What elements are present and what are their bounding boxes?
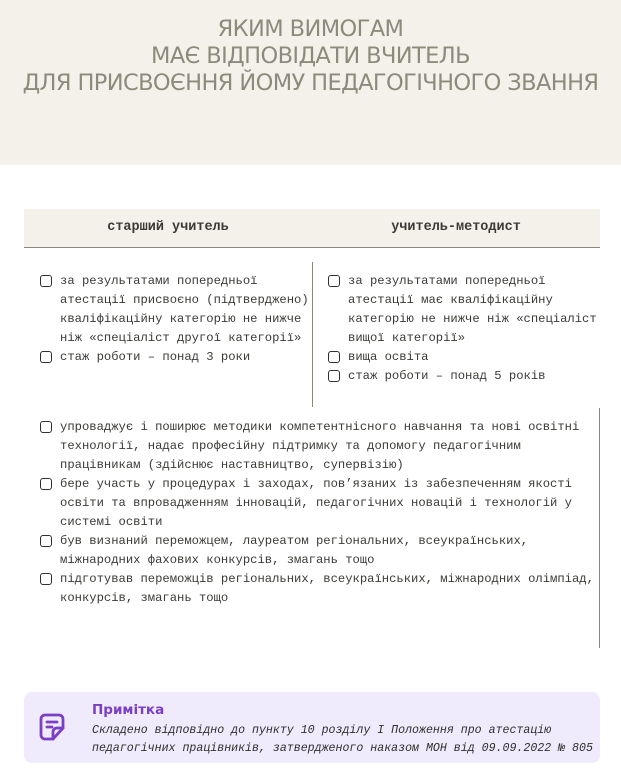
sticky-note-icon bbox=[36, 710, 70, 744]
checkbox[interactable] bbox=[328, 351, 340, 363]
note-text-line-1: Складено відповідно до пункту 10 розділу І Положення про атестацію bbox=[92, 724, 552, 737]
checkbox[interactable] bbox=[40, 535, 52, 547]
note-title: Примітка bbox=[92, 702, 165, 718]
checkbox[interactable] bbox=[328, 370, 340, 382]
column-divider bbox=[312, 262, 313, 407]
hero-banner bbox=[0, 0, 621, 165]
teacher-methodist-requirements bbox=[328, 272, 598, 386]
requirement-text: був визнаний переможцем, лауреатом регіональних, всеукраїнських, міжнародних фахових конкурсів, змагань тощо bbox=[60, 534, 529, 567]
checkbox[interactable] bbox=[40, 275, 52, 287]
list-item bbox=[40, 570, 600, 608]
requirement-text: бере участь у процедурах і заходах, пов’язаних із забезпеченням якості освіти та впровадженням інновацій, педагогічних новацій і технологій у системі освіти bbox=[60, 477, 572, 529]
note-text-line-2: педагогічних працівників, затвердженого наказом МОН від 09.09.2022 № 805 bbox=[92, 742, 593, 755]
requirement-text: підготував переможців регіональних, всеукраїнських, міжнародних олімпіад, конкурсів, змагань тощо bbox=[60, 572, 594, 605]
note-text bbox=[92, 722, 597, 758]
list-item bbox=[328, 367, 598, 386]
teacher-methodist-additional-requirements bbox=[40, 418, 600, 608]
column-header-senior-teacher: старший учитель bbox=[107, 220, 229, 235]
list-item bbox=[328, 348, 598, 367]
checkbox[interactable] bbox=[40, 478, 52, 490]
senior-teacher-requirements bbox=[40, 272, 310, 367]
list-item bbox=[40, 418, 600, 475]
requirement-text: стаж роботи – понад 3 роки bbox=[60, 350, 251, 364]
table-header bbox=[24, 209, 600, 248]
checkbox[interactable] bbox=[40, 351, 52, 363]
checkbox[interactable] bbox=[328, 275, 340, 287]
checkbox[interactable] bbox=[40, 573, 52, 585]
requirement-text: за результатами попередньої атестації присвоєно (підтверджено) кваліфікаційну категорію не нижче ніж «спеціаліст другої категорії» bbox=[60, 274, 309, 345]
list-item bbox=[40, 348, 310, 367]
list-item bbox=[40, 272, 310, 348]
list-item bbox=[328, 272, 598, 348]
requirement-text: стаж роботи – понад 5 років bbox=[348, 369, 546, 383]
requirement-text: упроваджує і поширює методики компетентнісного навчання та нові освітні технології, надає професійну підтримку та допомогу педагогічним працівникам (здійснює наставництво, супервізію) bbox=[60, 420, 580, 472]
list-item bbox=[40, 475, 600, 532]
column-header-teacher-methodist: учитель-методист bbox=[391, 220, 521, 235]
title-line-1: ЯКИМ ВИМОГАМ bbox=[217, 16, 404, 42]
title-line-3: ДЛЯ ПРИСВОЄННЯ ЙОМУ ПЕДАГОГІЧНОГО ЗВАННЯ bbox=[22, 70, 599, 96]
title-line-2: МАЄ ВІДПОВІДАТИ ВЧИТЕЛЬ bbox=[151, 43, 470, 69]
requirement-text: вища освіта bbox=[348, 350, 429, 364]
note-callout bbox=[24, 692, 600, 763]
checkbox[interactable] bbox=[40, 421, 52, 433]
requirement-text: за результатами попередньої атестації має кваліфікаційну категорію не нижче ніж «спеціаліст вищої категорії» bbox=[348, 274, 597, 345]
page-title bbox=[0, 16, 621, 97]
list-item bbox=[40, 532, 600, 570]
